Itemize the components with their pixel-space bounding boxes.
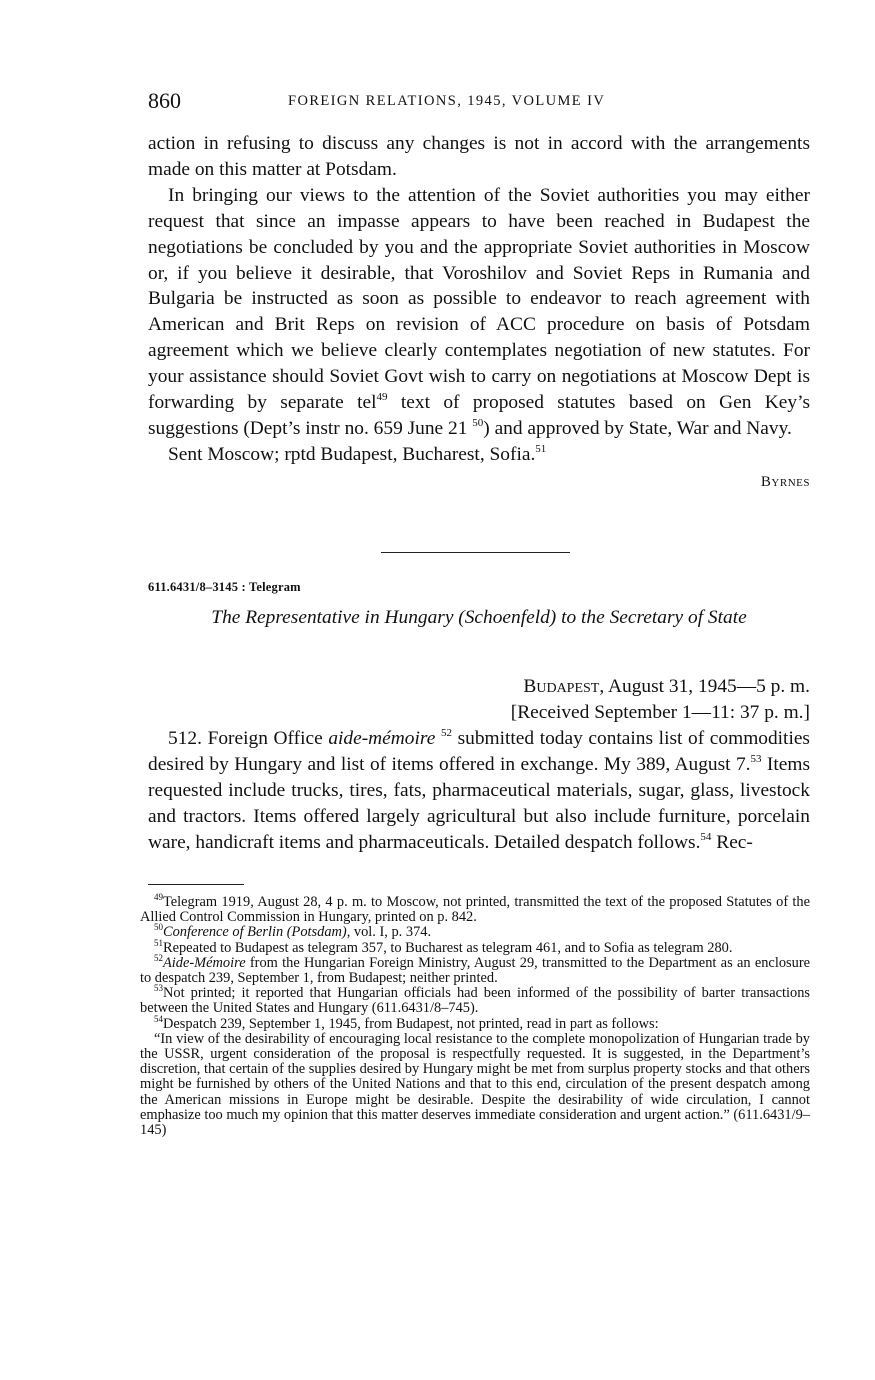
- running-head: FOREIGN RELATIONS, 1945, VOLUME IV: [288, 93, 606, 109]
- footnote-49: $^{49}$Telegram 1919, August 28, 4 p. m. to Moscow, not printed, transmitted the text of the proposed Statutes of the Allied Control Commission in Hungary, printed on p. 842.: [140, 892, 810, 926]
- preceding-document-text: [148, 131, 810, 496]
- dateline-sent: [511, 674, 810, 700]
- file-reference: 611.6431/8–3145 : Telegram: [148, 580, 301, 594]
- paragraph-distribution: Sent Moscow; rptd Budapest, Bucharest, Sofia.$^{51}$: [168, 442, 547, 465]
- paragraph-512: 512. Foreign Office aide-mémoire $^{52}$ submitted today contains list of commodities desired by Hungary and list of items offered in exchange. My 389, August 7.53 Items requested include trucks, tires, fats, pharmaceutical materials, sugar, glass, livestock and tractors. Items offered largely agricultural but also include furniture, porcelain ware, handicraft items and pharmaceuticals. Detailed despatch follows.$^{54}$ Rec-: [148, 727, 811, 853]
- footnotes: [140, 892, 810, 1139]
- dateline-place: Budapest: [523, 676, 600, 697]
- footnote-ref-54: 54: [700, 830, 712, 843]
- dateline: [511, 674, 810, 726]
- page-number: 860: [148, 88, 181, 113]
- footnote-ref-53: 53: [750, 752, 762, 765]
- footnote-ref-49: 49: [376, 391, 388, 404]
- footnote-ref-52: 52: [440, 727, 452, 739]
- footnote-rule: [148, 884, 244, 885]
- signature: Byrnes: [760, 473, 810, 490]
- telegram-text: [148, 726, 810, 856]
- dateline-date: , August 31, 1945—5 p. m.: [599, 676, 810, 697]
- dateline-received: [Received September 1—11: 37 p. m.]: [510, 702, 810, 723]
- footnote-50: $^{50}$Conference of Berlin (Potsdam), vol. I, p. 374.: [154, 922, 432, 941]
- document-heading: The Representative in Hungary (Schoenfeld) to the Secretary of State: [211, 607, 747, 628]
- footnote-ref-51: 51: [535, 442, 547, 455]
- footnote-51: $^{51}$Repeated to Budapest as telegram 357, to Bucharest as telegram 461, and to Sofia as telegram 280.: [154, 937, 733, 956]
- footnote-54-quote: “In view of the desirability of encouraging local resistance to the complete monopolization of Hungarian trade by the USSR, urgent consideration of the proposal is respectfully requested. It is suggested, in the Department’s discretion, that certain of the supplies desired by Hungary might be met from surplus property stocks and that others might be furnished by others of the United Nations and that to this end, circulation of the present despatch among the American missions in Europe might be desirable. Despite the desirability of wide circulation, I cannot emphasize too much my opinion that this matter deserves immediate consideration and urgent action.” (611.6431/9–145): [140, 1030, 810, 1139]
- footnote-52: $^{52}$Aide-Mémoire from the Hungarian Foreign Ministry, August 29, transmitted to the Department as an enclosure to despatch 239, September 1, from Budapest; neither printed.: [140, 952, 810, 987]
- footnote-ref-50: 50: [472, 416, 484, 429]
- footnote-53: $^{53}$Not printed; it reported that Hungarian officials had been informed of the possibility of barter transactions between the United States and Hungary (611.6431/8–745).: [140, 983, 810, 1017]
- paragraph-continuation: action in refusing to discuss any changes is not in accord with the arrangements made on this matter at Potsdam.: [148, 133, 810, 180]
- footnote-54: $^{54}$Despatch 239, September 1, 1945, from Budapest, not printed, read in part as follows:: [154, 1013, 659, 1032]
- section-divider: [381, 552, 570, 553]
- page-header: [148, 88, 810, 118]
- paragraph-instructions: In bringing our views to the attention of the Soviet authorities you may either request that since an impasse appears to have been reached in Budapest the negotiations be concluded by you and the appropriate Soviet authorities in Moscow or, if you believe it desirable, that Voroshilov and Soviet Reps in Rumania and Bulgaria be instructed as soon as possible to endeavor to reach agreement with American and Brit Reps on revision of ACC procedure on basis of Potsdam agreement which we believe clearly contemplates negotiation of new statutes. For your assistance should Soviet Govt wish to carry on negotiations at Moscow Dept is forwarding by separate tel$^{49}$ text of proposed statutes based on Gen Key’s suggestions (Dept’s instr no. 659 June 21 $^{50}$) and approved by State, War and Navy.: [148, 184, 810, 439]
